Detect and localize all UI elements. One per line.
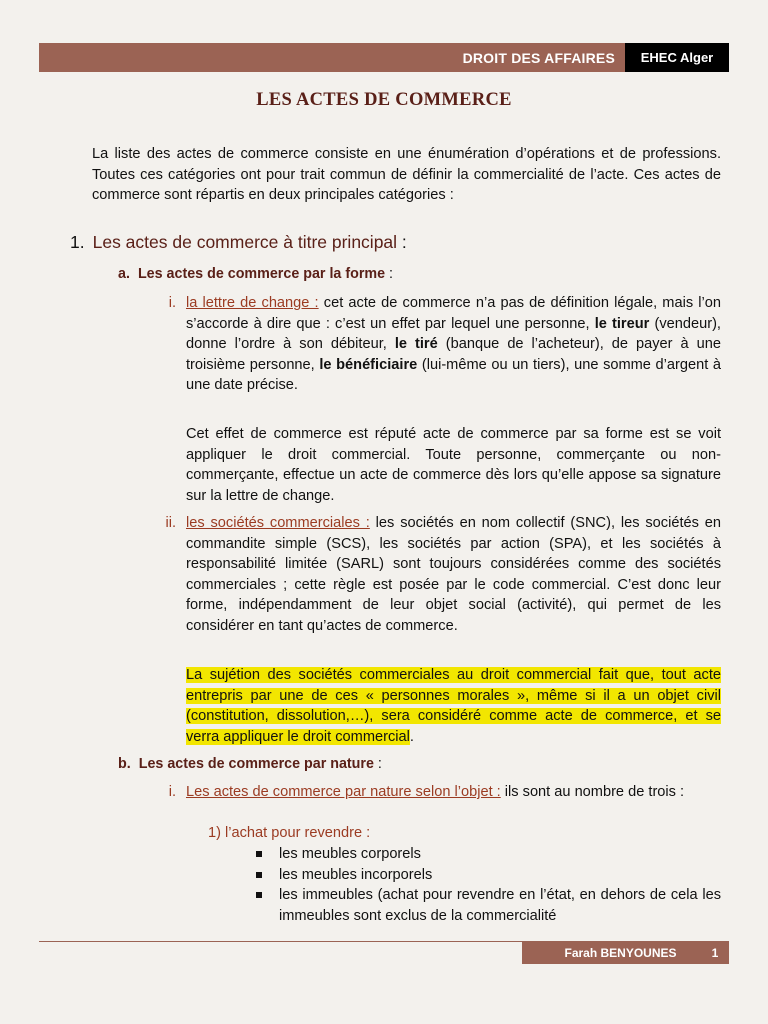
item-actes-par-nature	[186, 782, 721, 803]
page-footer	[522, 942, 729, 964]
highlighted-text: La sujétion des sociétés commerciales au droit commercial fait que, tout acte entrepris par une de ces « personnes morales », même si il a un objet civil (constitution, dissolution,…), sera considéré comme acte de commerce, et se verra appliquer le droit commercial	[186, 667, 721, 745]
page-number: 1	[711, 946, 719, 960]
footer-author: Farah BENYOUNES	[564, 946, 677, 960]
list-item-text: les immeubles (achat pour revendre en l’état, en dehors de cela les immeubles sont exclus de la commercialité	[279, 887, 721, 924]
list-item-text: les meubles incorporels	[279, 866, 433, 883]
subsection-letter: b.	[118, 756, 131, 772]
item-societes-commerciales	[186, 513, 721, 637]
header-school: EHEC Alger	[625, 43, 729, 72]
text-segment: (banque de l’acheteur), de payer à une troisième personne,	[186, 336, 722, 373]
term-societes-commerciales: les sociétés commerciales :	[186, 515, 370, 531]
list-item-text: les meubles corporels	[279, 846, 421, 862]
header-course-title: DROIT DES AFFAIRES	[39, 43, 625, 72]
subsection-heading-a	[118, 264, 393, 285]
page-header	[39, 43, 729, 72]
subsection-title: Les actes de commerce par nature	[138, 756, 374, 772]
text-segment: ils sont au nombre de trois :	[500, 784, 685, 800]
subsection-heading-b	[118, 754, 382, 775]
paragraph-effet-commerce: Cet effet de commerce est réputé acte de commerce par sa forme est se voit appliquer le droit commercial. Toute personne, commerçante ou non-commerçante, effectue un acte de commerce dès lors qu’elle appose sa signature sur la lettre de change.	[186, 426, 721, 504]
text-segment: (vendeur), donne l’ordre à son débiteur,	[186, 315, 721, 353]
highlighted-paragraph	[186, 665, 721, 747]
text-segment: cet acte de commerce n’a pas de définition légale, mais l’on s’accorde à dire que : c’est un effet par lequel une personne,	[186, 295, 721, 332]
bullet-square-icon	[256, 892, 262, 898]
list-marker-i: i.	[168, 295, 176, 311]
item-lettre-de-change	[186, 293, 721, 396]
list-item	[256, 865, 721, 886]
list-marker-ii: ii.	[165, 515, 176, 531]
section-number: 1.	[70, 232, 85, 252]
term-lettre-de-change: la lettre de change :	[186, 295, 319, 311]
term-tireur: le tireur	[594, 315, 650, 332]
bullet-square-icon	[256, 851, 262, 857]
bullet-square-icon	[256, 872, 262, 878]
list-item	[256, 844, 721, 865]
list-marker-b-i: i.	[168, 784, 176, 800]
list-item	[256, 885, 721, 926]
subsection-colon: :	[373, 756, 382, 772]
text-segment: les sociétés en nom collectif (SNC), les sociétés en commandite simple (SCS), les sociétés par action (SPA), et les sociétés à responsabilité limitée (SARL) sont toujours considérées comme des sociétés commerciales ; cette règle est posée par le code commercial. C’est donc leur forme, indépendamment de leur objet social (activité), qui permet de les considérer en tant qu’actes de commerce.	[186, 515, 721, 634]
section-colon: :	[397, 232, 407, 252]
text-segment: .	[409, 728, 414, 745]
subsection-title: Les actes de commerce par la forme	[137, 266, 386, 282]
term-tire: le tiré	[394, 336, 438, 353]
term-actes-par-nature: Les actes de commerce par nature selon l’objet :	[186, 784, 501, 800]
text-segment: (lui-même ou un tiers), une somme d’argent à une date précise.	[186, 356, 721, 394]
subsection-colon: :	[385, 266, 394, 282]
section-title: Les actes de commerce à titre principal	[92, 232, 398, 252]
sub-item-achat-pour-revendre: 1) l’achat pour revendre :	[208, 825, 371, 841]
bullet-list	[256, 844, 721, 926]
section-heading-1	[70, 232, 407, 253]
intro-paragraph: La liste des actes de commerce consiste en une énumération d’opérations et de professions. Toutes ces catégories ont pour trait commun de définir la commercialité de l’acte. Ces actes de commerce sont répartis en deux principales catégories :	[92, 146, 721, 204]
document-title: LES ACTES DE COMMERCE	[256, 90, 512, 110]
term-beneficiaire: le bénéficiaire	[319, 356, 418, 373]
subsection-letter: a.	[118, 266, 130, 282]
